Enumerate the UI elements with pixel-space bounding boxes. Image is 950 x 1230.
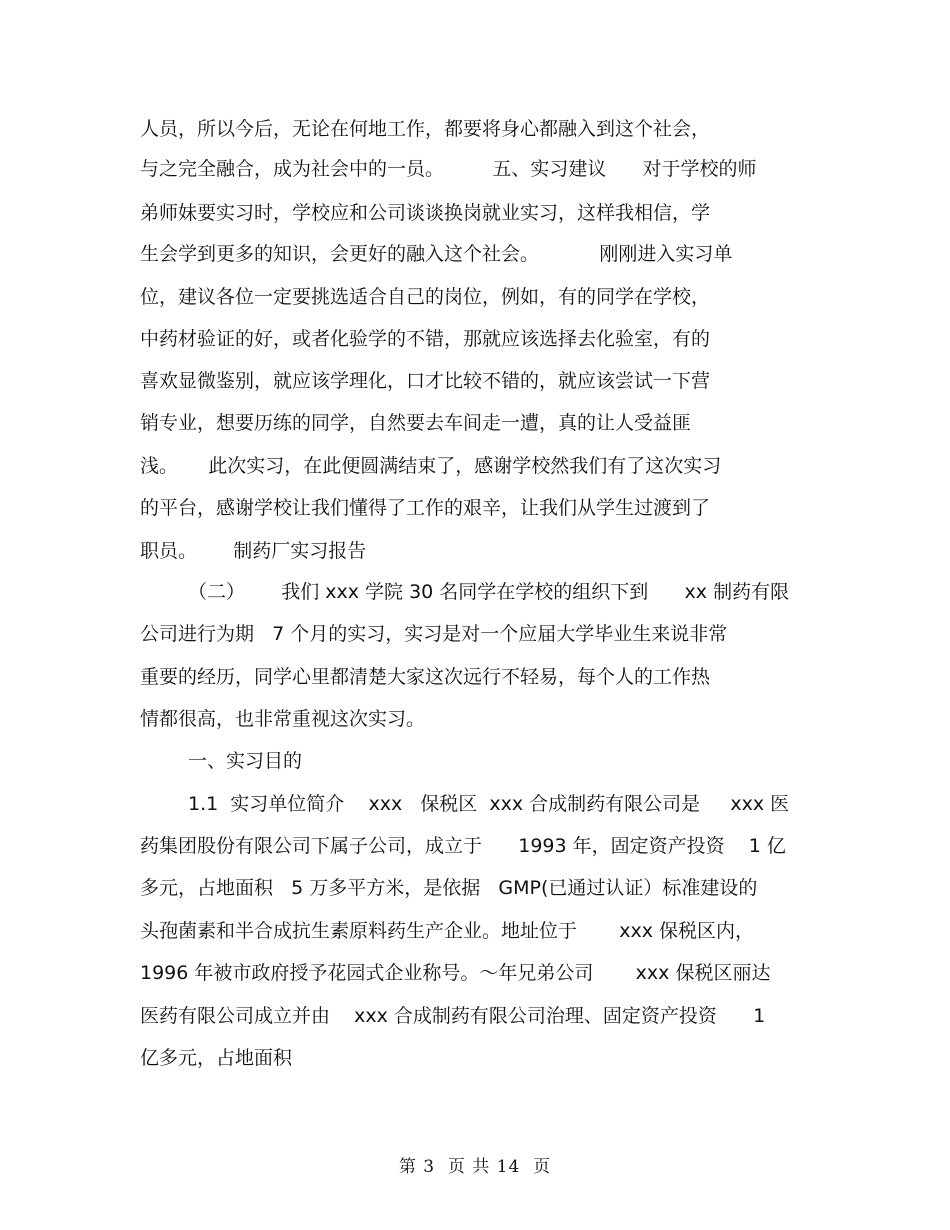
body-text-line: 位，建议各位一定要挑选适合自己的岗位，例如，有的同学在学校， — [140, 286, 711, 308]
section-heading: 一、实习目的 — [188, 750, 303, 772]
body-text-line: 浅。 此次实习，在此便圆满结束了，感谢学校然我们有了这次实习 — [140, 455, 722, 477]
section-heading-line: （二） 我们 xxx 学院 30 名同学在学校的组织下到 xx 制药有限 — [188, 581, 790, 603]
body-text-line: 职员。 制药厂实习报告 — [140, 540, 367, 562]
body-text-line: 药集团股份有限公司下属子公司，成立于 1993 年，固定资产投资 1 亿 — [140, 835, 786, 857]
subsection-heading-line: 1.1 实习单位简介 xxx 保税区 xxx 合成制药有限公司是 xxx 医 — [188, 793, 790, 815]
body-text-line: 与之完全融合，成为社会中的一员。 五、实习建议 对于学校的师 — [140, 158, 757, 180]
body-text-line: 亿多元，占地面积 — [140, 1047, 293, 1069]
body-text-line: 的平台，感谢学校让我们懂得了工作的艰辛，让我们从学生过渡到了 — [140, 497, 711, 519]
body-text-line: 人员，所以今后，无论在何地工作，都要将身心都融入到这个社会， — [140, 118, 711, 140]
body-text-line: 医药有限公司成立并由 xxx 合成制药有限公司治理、固定资产投资 1 — [140, 1005, 766, 1027]
body-text-line: 公司进行为期 7 个月的实习，实习是对一个应届大学毕业生来说非常 — [140, 623, 728, 645]
body-text-line: 1996 年被市政府授予花园式企业称号。～年兄弟公司 xxx 保税区丽达 — [140, 962, 771, 984]
body-text-line: 喜欢显微鉴别，就应该学理化，口才比较不错的，就应该尝试一下营 — [140, 370, 711, 392]
body-text-line: 重要的经历，同学心里都清楚大家这次远行不轻易，每个人的工作热 — [140, 666, 711, 688]
body-text-line: 多元，占地面积 5 万多平方米，是依据 GMP(已通过认证）标准建设的 — [140, 877, 758, 899]
body-text-line: 弟师妹要实习时，学校应和公司谈谈换岗就业实习，这样我相信，学 — [140, 202, 711, 224]
body-text-line: 情都很高，也非常重视这次实习。 — [140, 708, 426, 730]
body-text-line: 销专业，想要历练的同学，自然要去车间走一遭，真的让人受益匪 — [140, 412, 692, 434]
page-number-footer: 第 3 页 共 14 页 — [398, 1157, 552, 1177]
body-text-line: 生会学到更多的知识，会更好的融入这个社会。 刚刚进入实习单 — [140, 243, 733, 265]
body-text-line: 头孢菌素和半合成抗生素原料药生产企业。地址位于 xxx 保税区内， — [140, 920, 755, 942]
body-text-line: 中药材验证的好，或者化验学的不错，那就应该选择去化验室，有的 — [140, 328, 711, 350]
